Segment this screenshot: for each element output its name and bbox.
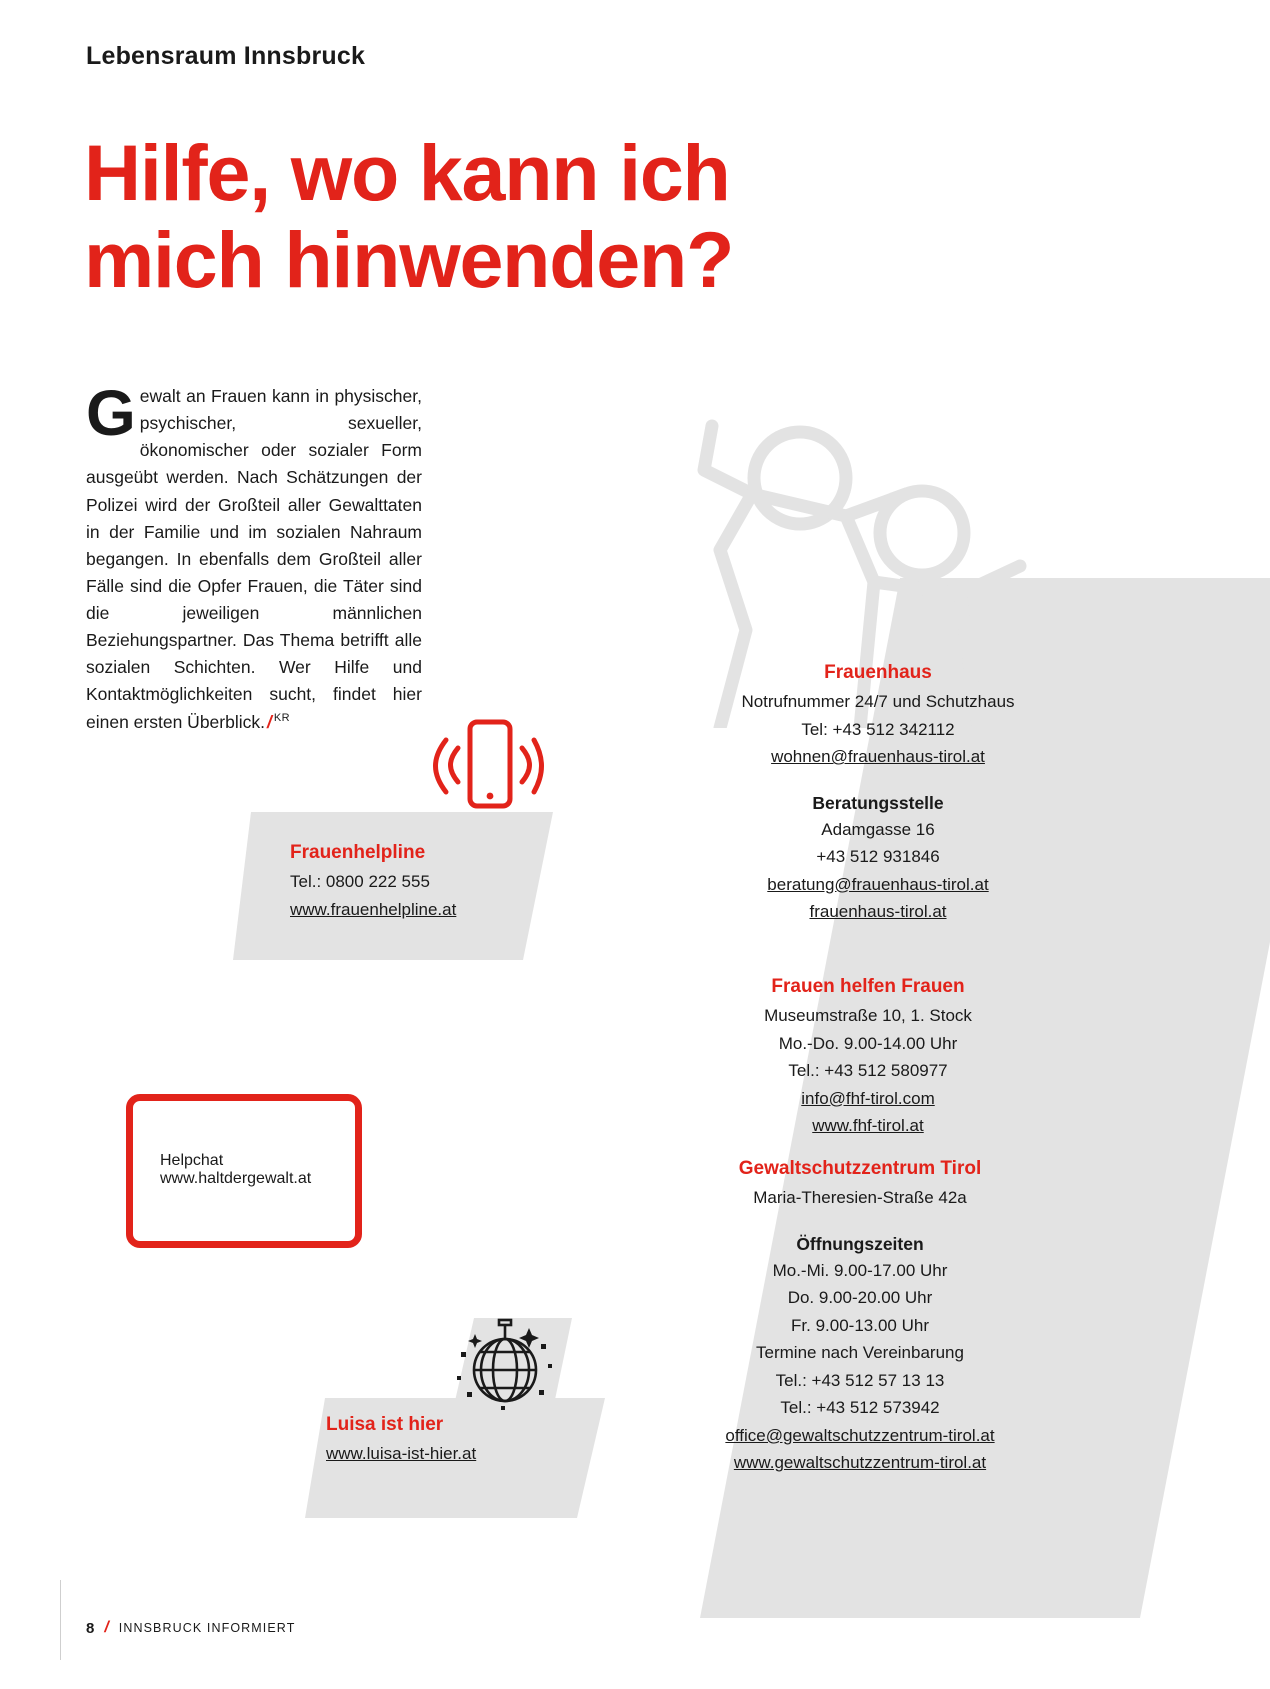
gewaltschutz-address: Maria-Theresien-Straße 42a [753,1188,967,1207]
fhf-website[interactable]: www.fhf-tirol.at [812,1116,924,1136]
fhf-hours: Mo.-Do. 9.00-14.00 Uhr [778,1033,958,1053]
frauenhaus-tel: Tel: +43 512 342112 [801,719,955,739]
frauenhaus-beratungsstelle-address: Adamgasse 16 [821,819,935,839]
frauenhaus-description: Notrufnummer 24/7 und Schutzhaus [741,692,1015,711]
frauenhelpline-title: Frauenhelpline [290,842,426,863]
gewaltschutz-hours-4: Termine nach Vereinbarung [756,1343,964,1363]
page-title [84,130,884,304]
page-footer [86,1619,295,1637]
page-number: 8 [86,1619,95,1637]
fhf-address: Museumstraße 10, 1. Stock [764,1006,972,1025]
frauenhaus-email[interactable]: wohnen@frauenhaus-tirol.at [771,747,985,767]
luisa-title: Luisa ist hier [326,1414,444,1435]
footer-publication-name: INNSBRUCK INFORMIERT [118,1621,296,1635]
intro-text: ewalt an Frauen kann in physischer, psychischer, sexueller, ökonomischer oder sozialer Form ausgeübt werden. Nach Schätzungen der Polizei wird der Großteil aller Gewalttaten in der Familie und im sozialen Nahraum begangen. In ebenfalls dem Großteil aller Fälle sind die Opfer Frauen, die Täter sind die jeweiligen männlichen Beziehungspartner. Das Thema betrifft alle sozialen Schichten. Wer Hilfe und Kontaktmöglichkeiten sucht, findet hier einen ersten Überblick. [86,386,422,732]
info-block-helpchat [160,1152,311,1188]
fhf-email[interactable]: info@fhf-tirol.com [801,1088,935,1108]
page-kicker: Lebensraum Innsbruck [86,42,366,70]
frauenhaus-title: Frauenhaus [824,662,932,683]
headline-line-2: mich hinwenden? [84,214,734,304]
drop-cap: G [86,377,136,449]
author-initials: KR [273,711,290,724]
mobile-phone-ringing-icon [432,712,544,822]
red-slash-glyph: / [266,711,272,732]
intro-paragraph [86,377,422,736]
info-block-luisa [326,1414,586,1468]
gewaltschutz-title: Gewaltschutzzentrum Tirol [738,1158,982,1179]
frauenhaus-beratungsstelle-website[interactable]: frauenhaus-tirol.at [809,902,947,922]
gewaltschutz-email[interactable]: office@gewaltschutzzentrum-tirol.at [725,1425,995,1445]
luisa-website[interactable]: www.luisa-ist-hier.at [326,1444,477,1463]
info-block-frauenhaus [668,662,1088,926]
gewaltschutz-hours-3: Fr. 9.00-13.00 Uhr [791,1315,929,1335]
frauenhaus-beratungsstelle-email[interactable]: beratung@frauenhaus-tirol.at [767,874,989,894]
gewaltschutz-website[interactable]: www.gewaltschutzzentrum-tirol.at [733,1453,987,1473]
frauenhelpline-tel: Tel.: 0800 222 555 [290,872,430,891]
helpchat-title: Helpchat [160,1152,224,1169]
info-block-gewaltschutzzentrum [650,1158,1070,1477]
helpchat-website[interactable]: www.haltdergewalt.at [160,1170,312,1187]
gewaltschutz-tel-1: Tel.: +43 512 57 13 13 [775,1370,945,1390]
frauenhaus-beratungsstelle-tel: +43 512 931846 [816,847,940,867]
disco-ball-icon [455,1318,555,1418]
gewaltschutz-hours-2: Do. 9.00-20.00 Uhr [787,1288,933,1308]
footer-slash-glyph: / [104,1619,109,1636]
fhf-title: Frauen helfen Frauen [771,976,965,997]
info-block-frauen-helfen-frauen [658,976,1078,1140]
fhf-tel: Tel.: +43 512 580977 [788,1061,948,1081]
info-block-frauenhelpline [290,842,550,923]
gewaltschutz-hours-title: Öffnungszeiten [796,1233,924,1254]
frauenhaus-beratungsstelle-title: Beratungsstelle [812,792,944,813]
headline-line-1: Hilfe, wo kann ich [84,128,730,217]
left-rule-divider [60,1580,61,1660]
gewaltschutz-tel-2: Tel.: +43 512 573942 [780,1398,940,1418]
frauenhelpline-website[interactable]: www.frauenhelpline.at [290,899,457,919]
gewaltschutz-hours-1: Mo.-Mi. 9.00-17.00 Uhr [772,1260,948,1280]
